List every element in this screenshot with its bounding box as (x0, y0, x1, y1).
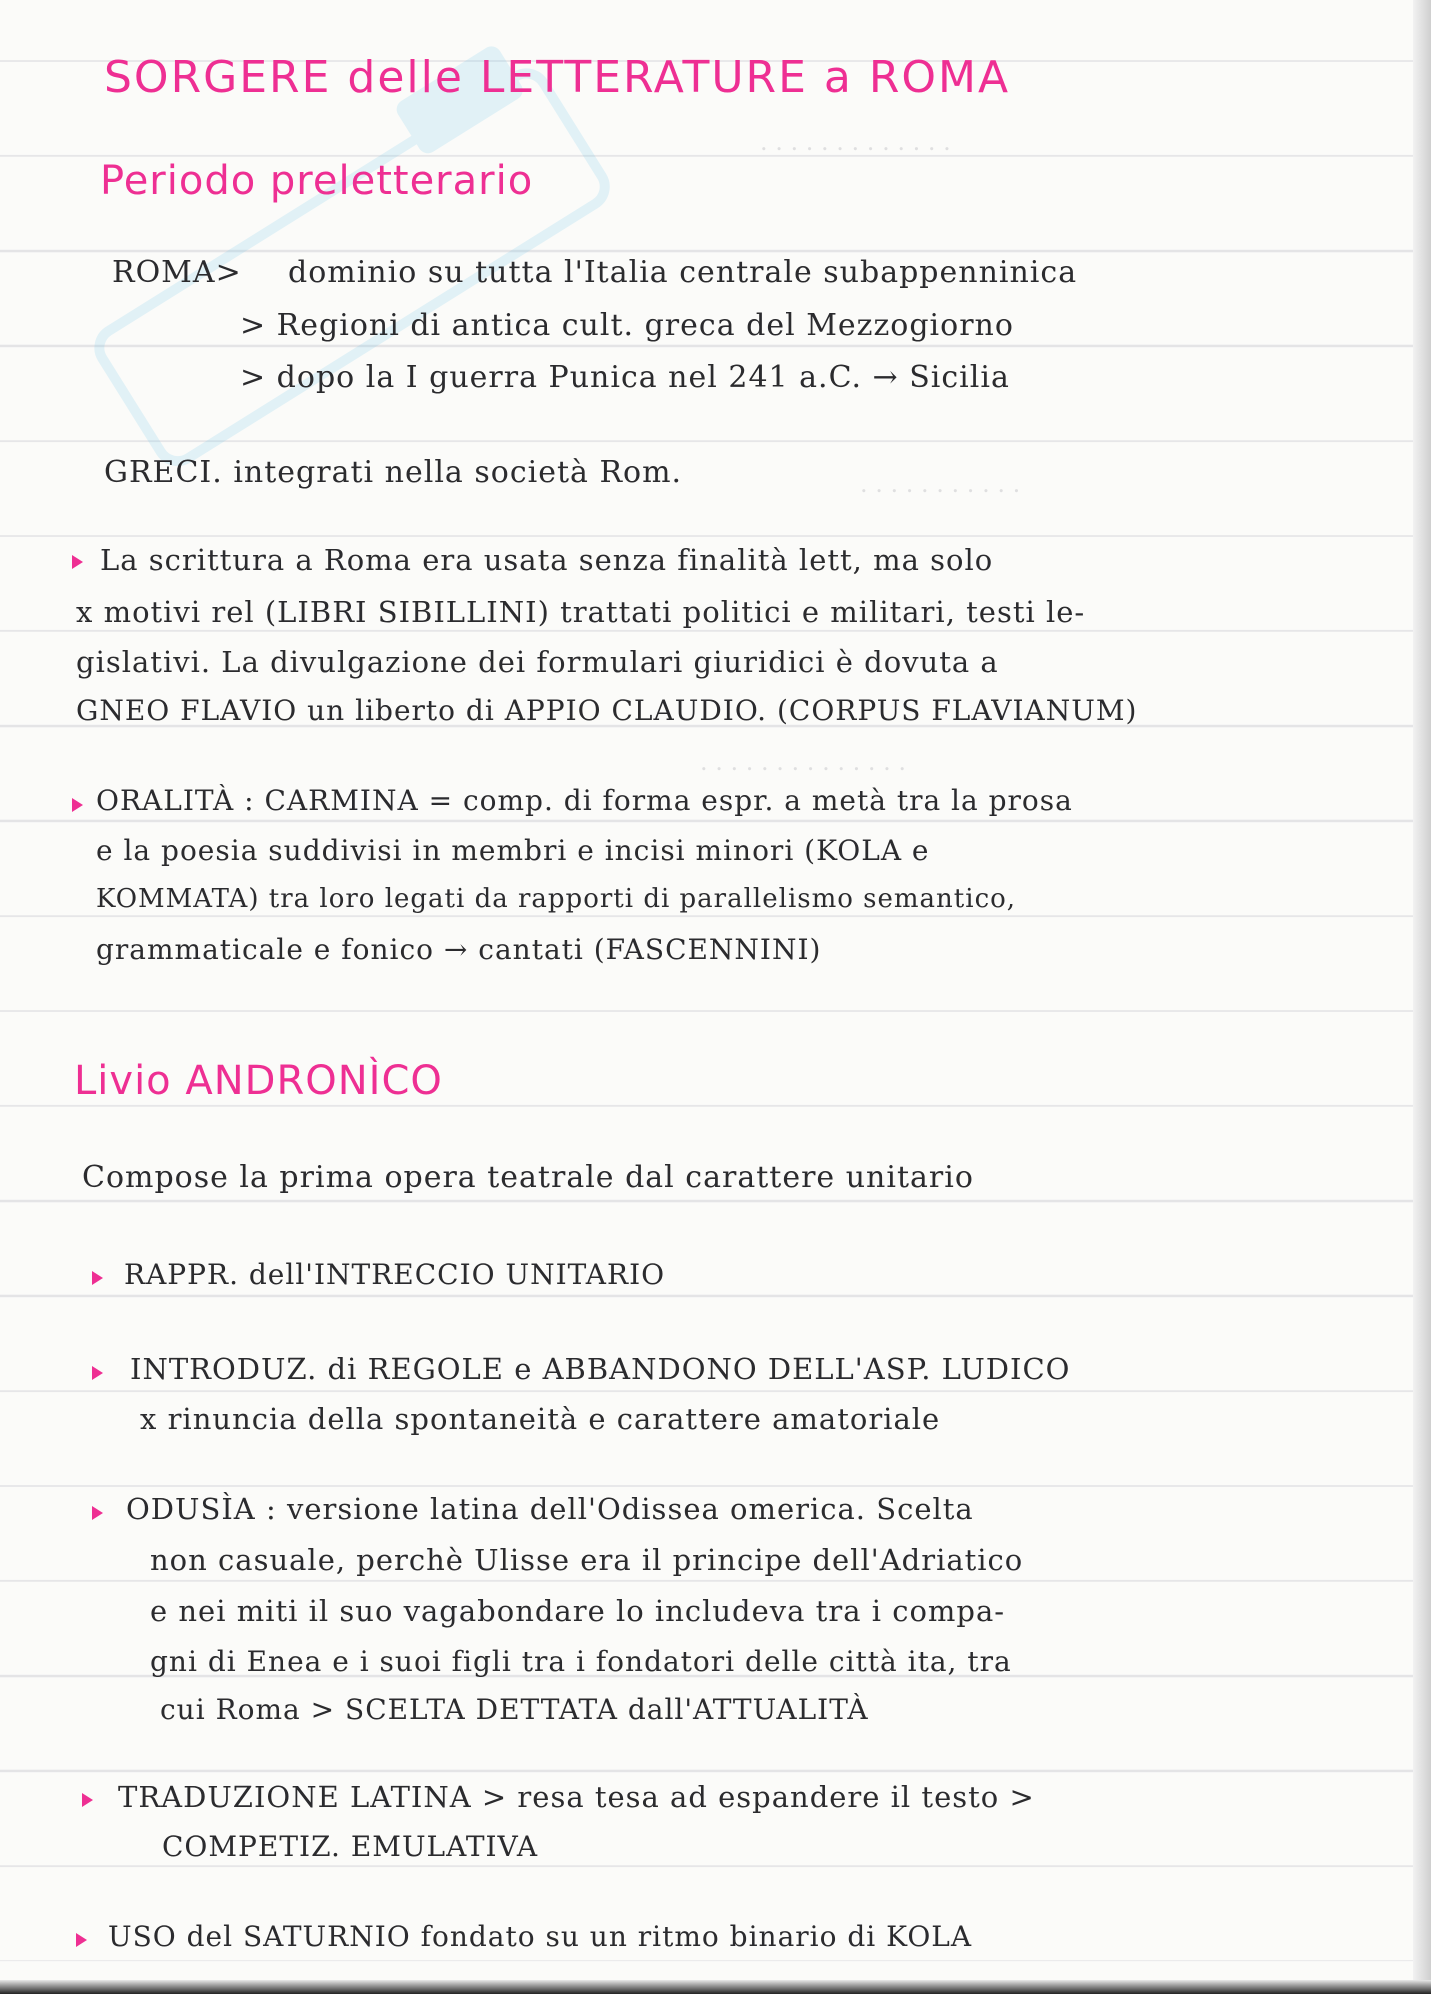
saturnio-line: USO del SATURNIO fondato su un ritmo binario di KOLA (108, 1920, 973, 1953)
bullet-icon (92, 1366, 103, 1380)
roma-label: ROMA> (112, 255, 242, 290)
roma-line-1: dominio su tutta l'Italia centrale subappenninica (288, 255, 1078, 290)
odusia-line-1: ODUSÌA : versione latina dell'Odissea omerica. Scelta (126, 1492, 974, 1526)
greci-line: GRECI. integrati nella società Rom. (104, 455, 683, 490)
bleed-through-text: . . . . . . . . . . . (860, 470, 1021, 498)
traduzione-line-2: COMPETIZ. EMULATIVA (162, 1830, 539, 1863)
scrittura-line-4: GNEO FLAVIO un liberto di APPIO CLAUDIO. (CORPUS FLAVIANUM) (76, 694, 1138, 727)
bleed-through-text: . . . . . . . . . . . . . (760, 128, 951, 156)
odusia-line-3: e nei miti il suo vagabondare lo includeva tra i compa- (150, 1594, 1006, 1628)
bleed-through-text: . . . . . . . . . . . . . . (700, 748, 906, 776)
oralita-line-1: ORALITÀ : CARMINA = comp. di forma espr. a metà tra la prosa (96, 784, 1073, 817)
oralita-line-2: e la poesia suddivisi in membri e incisi minori (KOLA e (96, 834, 930, 867)
scrittura-line-1: La scrittura a Roma era usata senza finalità lett, ma solo (100, 543, 994, 577)
bullet-icon (76, 1933, 87, 1947)
page-edge-shadow (1413, 0, 1431, 1994)
odusia-line-4: gni di Enea e i suoi figli tra i fondatori delle città ita, tra (150, 1645, 1012, 1678)
bullet-icon (72, 798, 83, 812)
section-title-preletterario: Periodo preletterario (100, 158, 534, 204)
traduzione-line-1: TRADUZIONE LATINA > resa tesa ad espandere il testo > (118, 1780, 1035, 1814)
livio-intro-line: Compose la prima opera teatrale dal carattere unitario (82, 1160, 974, 1195)
roma-line-2: > Regioni di antica cult. greca del Mezzogiorno (240, 308, 1014, 343)
introduz-line-2: x rinuncia della spontaneità e carattere amatoriale (140, 1402, 941, 1436)
bullet-icon (92, 1271, 103, 1285)
bullet-icon (72, 555, 83, 569)
page-bottom-edge (0, 1980, 1431, 1994)
scrittura-line-3: gislativi. La divulgazione dei formulari giuridici è dovuta a (76, 645, 999, 679)
oralita-line-4: grammaticale e fonico → cantati (FASCENNINI) (96, 933, 822, 966)
bullet-icon (82, 1793, 93, 1807)
introduz-line-1: INTRODUZ. di REGOLE e ABBANDONO DELL'ASP. LUDICO (130, 1352, 1071, 1386)
scrittura-line-2: x motivi rel (LIBRI SIBILLINI) trattati politici e militari, testi le- (76, 595, 1086, 629)
section-title-livio: Livio ANDRONÌCO (74, 1058, 443, 1104)
odusia-line-2: non casuale, perchè Ulisse era il principe dell'Adriatico (150, 1543, 1024, 1577)
oralita-line-3: KOMMATA) tra loro legati da rapporti di parallelismo semantico, (96, 884, 1017, 914)
bullet-icon (92, 1506, 103, 1520)
rappr-line: RAPPR. dell'INTRECCIO UNITARIO (124, 1258, 666, 1291)
roma-line-3: > dopo la I guerra Punica nel 241 a.C. → Sicilia (240, 360, 1010, 395)
odusia-line-5: cui Roma > SCELTA DETTATA dall'ATTUALITÀ (160, 1693, 869, 1726)
page-heading: SORGERE delle LETTERATURE a ROMA (104, 52, 1011, 103)
